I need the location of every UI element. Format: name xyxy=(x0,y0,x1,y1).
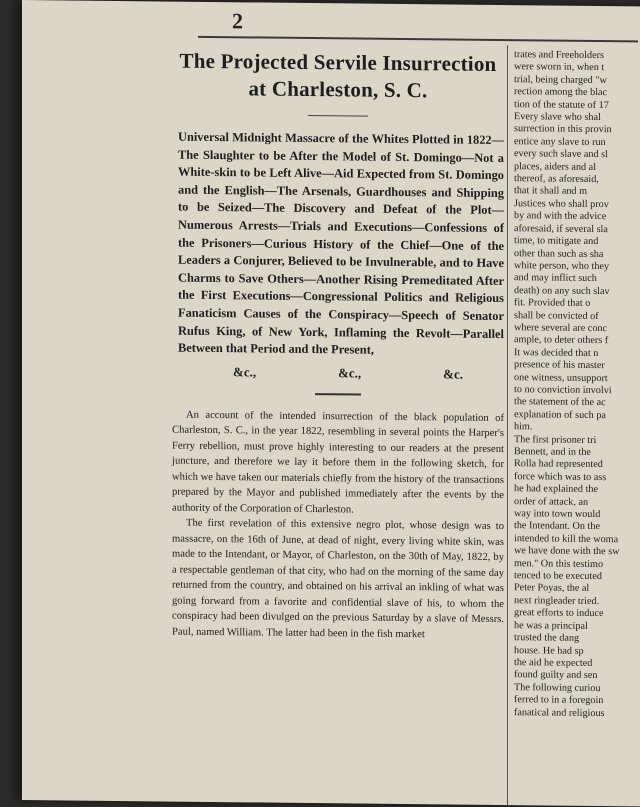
adjacent-column-line: found guilty and sen xyxy=(514,669,598,682)
adjacent-column-line: Peter Poyas, the al xyxy=(514,582,590,595)
adjacent-column-line: shall be convicted of xyxy=(514,309,599,322)
adjacent-column-line: to no conviction involvi xyxy=(514,384,612,397)
adjacent-column-line: Every slave who shal xyxy=(514,111,601,124)
adjacent-column-line: we have done with the sw xyxy=(514,545,620,558)
adjacent-column-line: rection among the blac xyxy=(514,86,608,99)
etc-mark: &c., xyxy=(338,365,362,381)
adjacent-column-line: were sworn in, when t xyxy=(514,61,605,74)
body-paragraph: The first revelation of this extensive negro plot, whose design was to massacre, on the 16th of June, at dead of night, every living white skin, was made to the Intendant, or Mayor, of Charleston, on the 30th of May, 1822, by a respectable gentleman of that city, who had on the morning of the same day returned from the country, and obtained on his arrival an inkling of what was going forward from a favorite and confidential slave of his, to whom the conspiracy had been divulged on the previous Saturday by a slave of Messrs. Paul, named William. The latter had been in the fish market xyxy=(172,517,504,640)
adjacent-column-line: The following curiou xyxy=(514,681,601,694)
newspaper-page xyxy=(22,0,640,807)
adjacent-column-line: trial, being charged "w xyxy=(514,73,607,86)
adjacent-column-line: order of attack, an xyxy=(514,495,589,508)
adjacent-column-line: way into town would xyxy=(514,508,601,521)
adjacent-column-line: him. xyxy=(514,421,533,433)
adjacent-column-line: Bennett, and in the xyxy=(514,446,591,458)
adjacent-column-line: great efforts to induce xyxy=(514,607,604,620)
main-column xyxy=(172,46,504,644)
adjacent-column-line: one witness, unsupport xyxy=(514,371,608,384)
adjacent-column-line: white person, who they xyxy=(514,260,610,273)
section-rule xyxy=(315,393,361,395)
adjacent-column-line: places, aiders and al xyxy=(514,160,597,173)
adjacent-column-line: thereof, as aforesaid, xyxy=(514,173,599,186)
adjacent-column-line: men." On this testimo xyxy=(514,557,604,570)
adjacent-column-line: ample, to deter others f xyxy=(514,334,609,347)
adjacent-column-line: and may inflict such xyxy=(514,272,597,285)
adjacent-column-line: next ringleader tried. xyxy=(514,595,600,607)
body-paragraph: An account of the intended insurrection of the black population of Charleston, S. C., in the year 1822, resembling in several points the Harper's Ferry rebellion, must prove highly interesting to our readers at the present juncture, and therefore we lay it before them in the following sketch, for which we have taken our materials chiefly from the history of the transactions prepared by the Mayor and published immediately after the events by the authority of the Corporation of Charleston. xyxy=(172,409,504,516)
adjacent-column-line: the Intendant. On the xyxy=(514,520,601,533)
page-number: 2 xyxy=(232,8,243,34)
adjacent-column-line: tion of the statute of 17 xyxy=(514,98,609,111)
adjacent-column-line: explanation of such pa xyxy=(514,408,606,421)
adjacent-column-line: intended to kill the woma xyxy=(514,532,619,546)
adjacent-column-line: other than such as sha xyxy=(514,247,604,260)
etc-mark: &c., xyxy=(232,363,257,380)
adjacent-column-line: presence of his master xyxy=(514,359,605,372)
adjacent-column-line: force which was to ass xyxy=(514,470,607,483)
adjacent-column-line: fit. Provided that o xyxy=(514,297,591,310)
headline-rule xyxy=(308,115,368,117)
adjacent-column-line: the statement of the ac xyxy=(514,396,606,409)
adjacent-column-line: time, to mitigate and xyxy=(514,235,599,248)
adjacent-column-line: surrection in this provin xyxy=(514,123,612,136)
adjacent-column-line: the aid he expected xyxy=(514,657,593,669)
adjacent-column-line: It was decided that n xyxy=(514,346,599,359)
adjacent-column-line: aforesaid, if several sla xyxy=(514,222,608,235)
adjacent-column-line: tenced to be executed xyxy=(514,570,602,583)
article-body xyxy=(172,407,504,643)
adjacent-column-line: Justices who shall prov xyxy=(514,198,609,211)
top-rule xyxy=(198,36,638,43)
adjacent-column-line: he was a principal xyxy=(514,619,588,632)
adjacent-column-line: trusted the dang xyxy=(514,632,580,644)
adjacent-column-line: death) on any such slav xyxy=(514,284,610,297)
adjacent-column-line: he had explained the xyxy=(514,483,599,496)
adjacent-column-line: entice any slave to run xyxy=(514,135,606,148)
adjacent-column-line: by and with the advice xyxy=(514,210,607,223)
etc-mark: &c. xyxy=(443,366,463,382)
adjacent-column-line: The first prisoner tri xyxy=(514,433,597,446)
article-headline: The Projected Servile Insurrection at Charleston, S. C. xyxy=(179,48,497,103)
adjacent-column-line: that it shall and m xyxy=(514,185,587,198)
adjacent-column-line: Rolla had represented xyxy=(514,458,603,471)
column-rule xyxy=(507,45,508,805)
adjacent-column-line: where several are conc xyxy=(514,322,608,335)
article-deck: Universal Midnight Massacre of the Whites Plotted in 1822—The Slaughter to be After the Model of St. Domingo—Not a White-skin to be Left Alive—Aid Expected from St. Domingo and the English—The Arsenals, Guardhouses and Shipping to be Seized—The Discovery and Defeat of the Plot—Numerous Arrests—Trials and Executions—Confessions of the Prisoners—Curious History of the Chief—One of the Leaders a Conjurer, Believed to be Invulnerable, and to Have Charms to Save Others—Another Rising Premeditated After the First Executions—Congressional Politics and Religious Fanaticism Causes of the Conspiracy—Speech of Senator Rufus King, of New York, Inflaming the Revolt—Parallel Between that Period and the Present, xyxy=(178,129,504,357)
adjacent-column-line: every such slave and sl xyxy=(514,148,608,161)
adjacent-column-line: ferred to in a foregoin xyxy=(514,694,604,707)
adjacent-column-line: fanatical and religious xyxy=(514,706,605,719)
adjacent-column-line: house. He had sp xyxy=(514,644,584,657)
adjacent-column-line: trates and Freeholders xyxy=(514,49,604,62)
adjacent-column xyxy=(514,49,640,721)
etc-line xyxy=(172,363,504,382)
